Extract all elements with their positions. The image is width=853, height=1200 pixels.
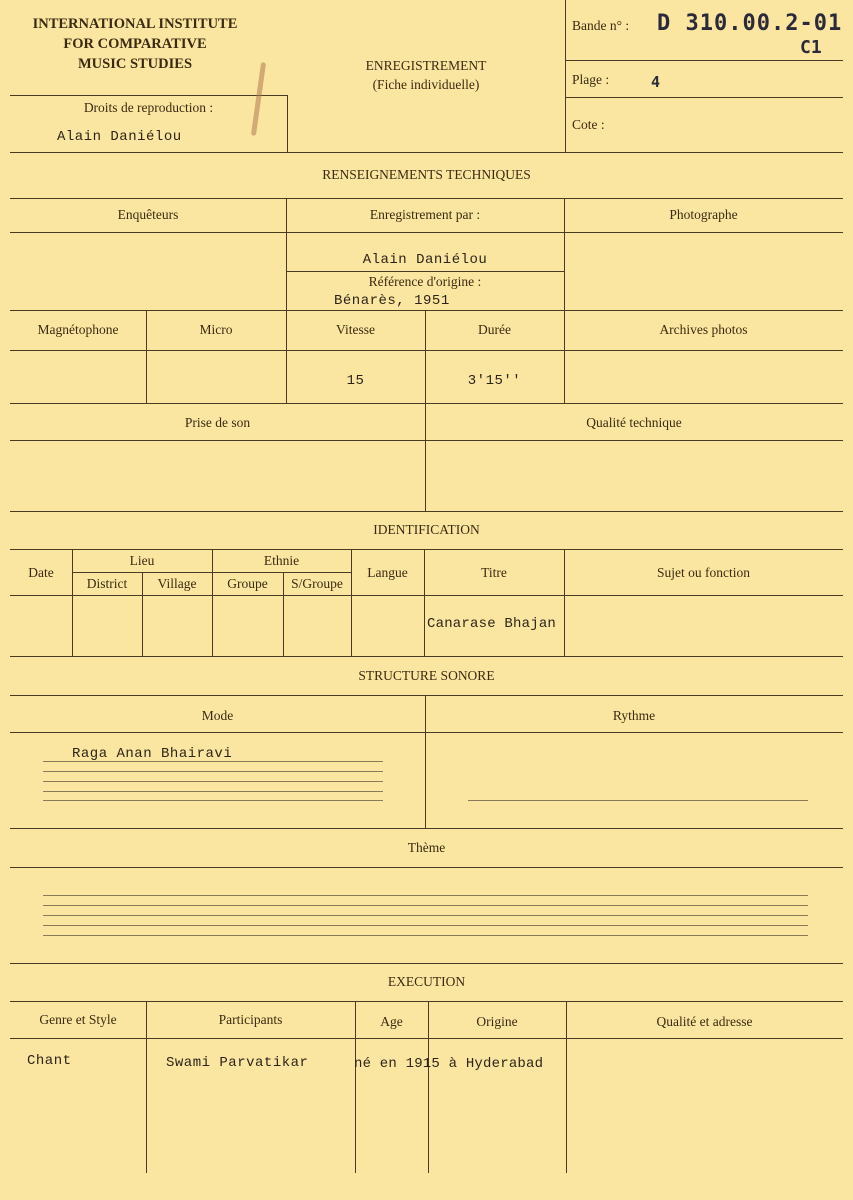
section-line	[10, 511, 843, 512]
plage-label: Plage :	[572, 72, 610, 87]
form-subtitle: (Fiche individuelle)	[372, 77, 480, 92]
vitesse-value: 15	[346, 373, 365, 389]
row-line	[10, 732, 843, 733]
age-label: Age	[380, 1014, 403, 1029]
writing-line	[468, 800, 808, 801]
prise-label: Prise de son	[184, 415, 251, 430]
section-line	[10, 963, 843, 964]
row-line	[10, 867, 843, 868]
writing-line	[43, 935, 808, 936]
row-line	[10, 1038, 843, 1039]
sgroupe-label: S/Groupe	[291, 576, 343, 591]
section-line	[10, 695, 843, 696]
archives-label: Archives photos	[659, 322, 748, 337]
titre-value: Canarase Bhajan	[427, 616, 557, 632]
photographe-label: Photographe	[669, 207, 738, 222]
institute-name: INTERNATIONAL INSTITUTE	[32, 16, 238, 32]
writing-line	[43, 771, 383, 772]
participants-label: Participants	[218, 1012, 283, 1027]
form-title: ENREGISTREMENT	[365, 58, 487, 73]
row-line	[72, 572, 351, 573]
section-line	[10, 549, 843, 550]
rights-value: Alain Daniélou	[57, 129, 182, 145]
writing-line	[43, 791, 383, 792]
bande-label: Bande n° :	[572, 18, 630, 33]
mode-label: Mode	[201, 708, 234, 723]
header-line	[565, 60, 843, 61]
row-line	[10, 595, 843, 596]
qualite-adresse-label: Qualité et adresse	[656, 1014, 753, 1029]
writing-line	[43, 915, 808, 916]
reference-label: Référence d'origine :	[368, 274, 482, 289]
theme-label: Thème	[407, 840, 446, 855]
titre-label: Titre	[481, 565, 507, 580]
row-line	[10, 232, 843, 233]
plage-value: 4	[651, 73, 661, 91]
district-label: District	[86, 576, 128, 591]
ethnie-label: Ethnie	[263, 553, 300, 568]
reference-value: Bénarès, 1951	[334, 293, 450, 309]
sujet-label: Sujet ou fonction	[657, 565, 750, 580]
groupe-label: Groupe	[227, 576, 268, 591]
bande-extra: C1	[800, 37, 822, 58]
village-label: Village	[157, 576, 197, 591]
duree-value: 3'15''	[467, 373, 522, 389]
qualite-technique-label: Qualité technique	[586, 415, 682, 430]
row-line	[10, 440, 843, 441]
micro-label: Micro	[199, 322, 233, 337]
writing-line	[43, 925, 808, 926]
langue-label: Langue	[367, 565, 408, 580]
lieu-label: Lieu	[129, 553, 155, 568]
writing-line	[43, 800, 383, 801]
vitesse-label: Vitesse	[336, 322, 375, 337]
participants-value: Swami Parvatikar	[166, 1055, 309, 1071]
row-line	[10, 350, 843, 351]
row-line	[286, 271, 564, 272]
magnetophone-label: Magnétophone	[37, 322, 119, 337]
header-divider	[565, 0, 566, 152]
header-line	[565, 97, 843, 98]
institute-name: MUSIC STUDIES	[77, 56, 193, 72]
section-line	[10, 152, 843, 153]
enregistrement-label: Enregistrement par :	[369, 207, 481, 222]
section-line	[10, 198, 843, 199]
rights-box-line	[10, 95, 288, 96]
enregistrement-value: Alain Daniélou	[362, 252, 488, 268]
section-line	[10, 828, 843, 829]
enqueteurs-label: Enquêteurs	[117, 207, 179, 222]
mode-value: Raga Anan Bhairavi	[72, 746, 233, 762]
cote-label: Cote :	[572, 117, 605, 132]
rythme-label: Rythme	[612, 708, 656, 723]
section-title: STRUCTURE SONORE	[358, 668, 495, 683]
section-title: IDENTIFICATION	[373, 522, 480, 537]
section-title: EXECUTION	[387, 974, 466, 989]
institute-name: FOR COMPARATIVE	[63, 36, 207, 52]
origine-value: né en 1915 à Hyderabad	[354, 1056, 544, 1072]
writing-line	[43, 781, 383, 782]
duree-label: Durée	[478, 322, 511, 337]
genre-label: Genre et Style	[39, 1012, 117, 1027]
origine-label: Origine	[476, 1014, 518, 1029]
genre-value: Chant	[27, 1053, 72, 1069]
bande-value: D 310.00.2-01	[657, 11, 843, 36]
row-line	[10, 310, 843, 311]
rights-label: Droits de reproduction :	[83, 100, 214, 115]
writing-line	[43, 895, 808, 896]
row-line	[10, 403, 843, 404]
rights-box-line	[287, 95, 288, 153]
writing-line	[43, 905, 808, 906]
section-line	[10, 1001, 843, 1002]
section-line	[10, 656, 843, 657]
section-title: RENSEIGNEMENTS TECHNIQUES	[322, 167, 531, 182]
date-label: Date	[28, 565, 54, 580]
